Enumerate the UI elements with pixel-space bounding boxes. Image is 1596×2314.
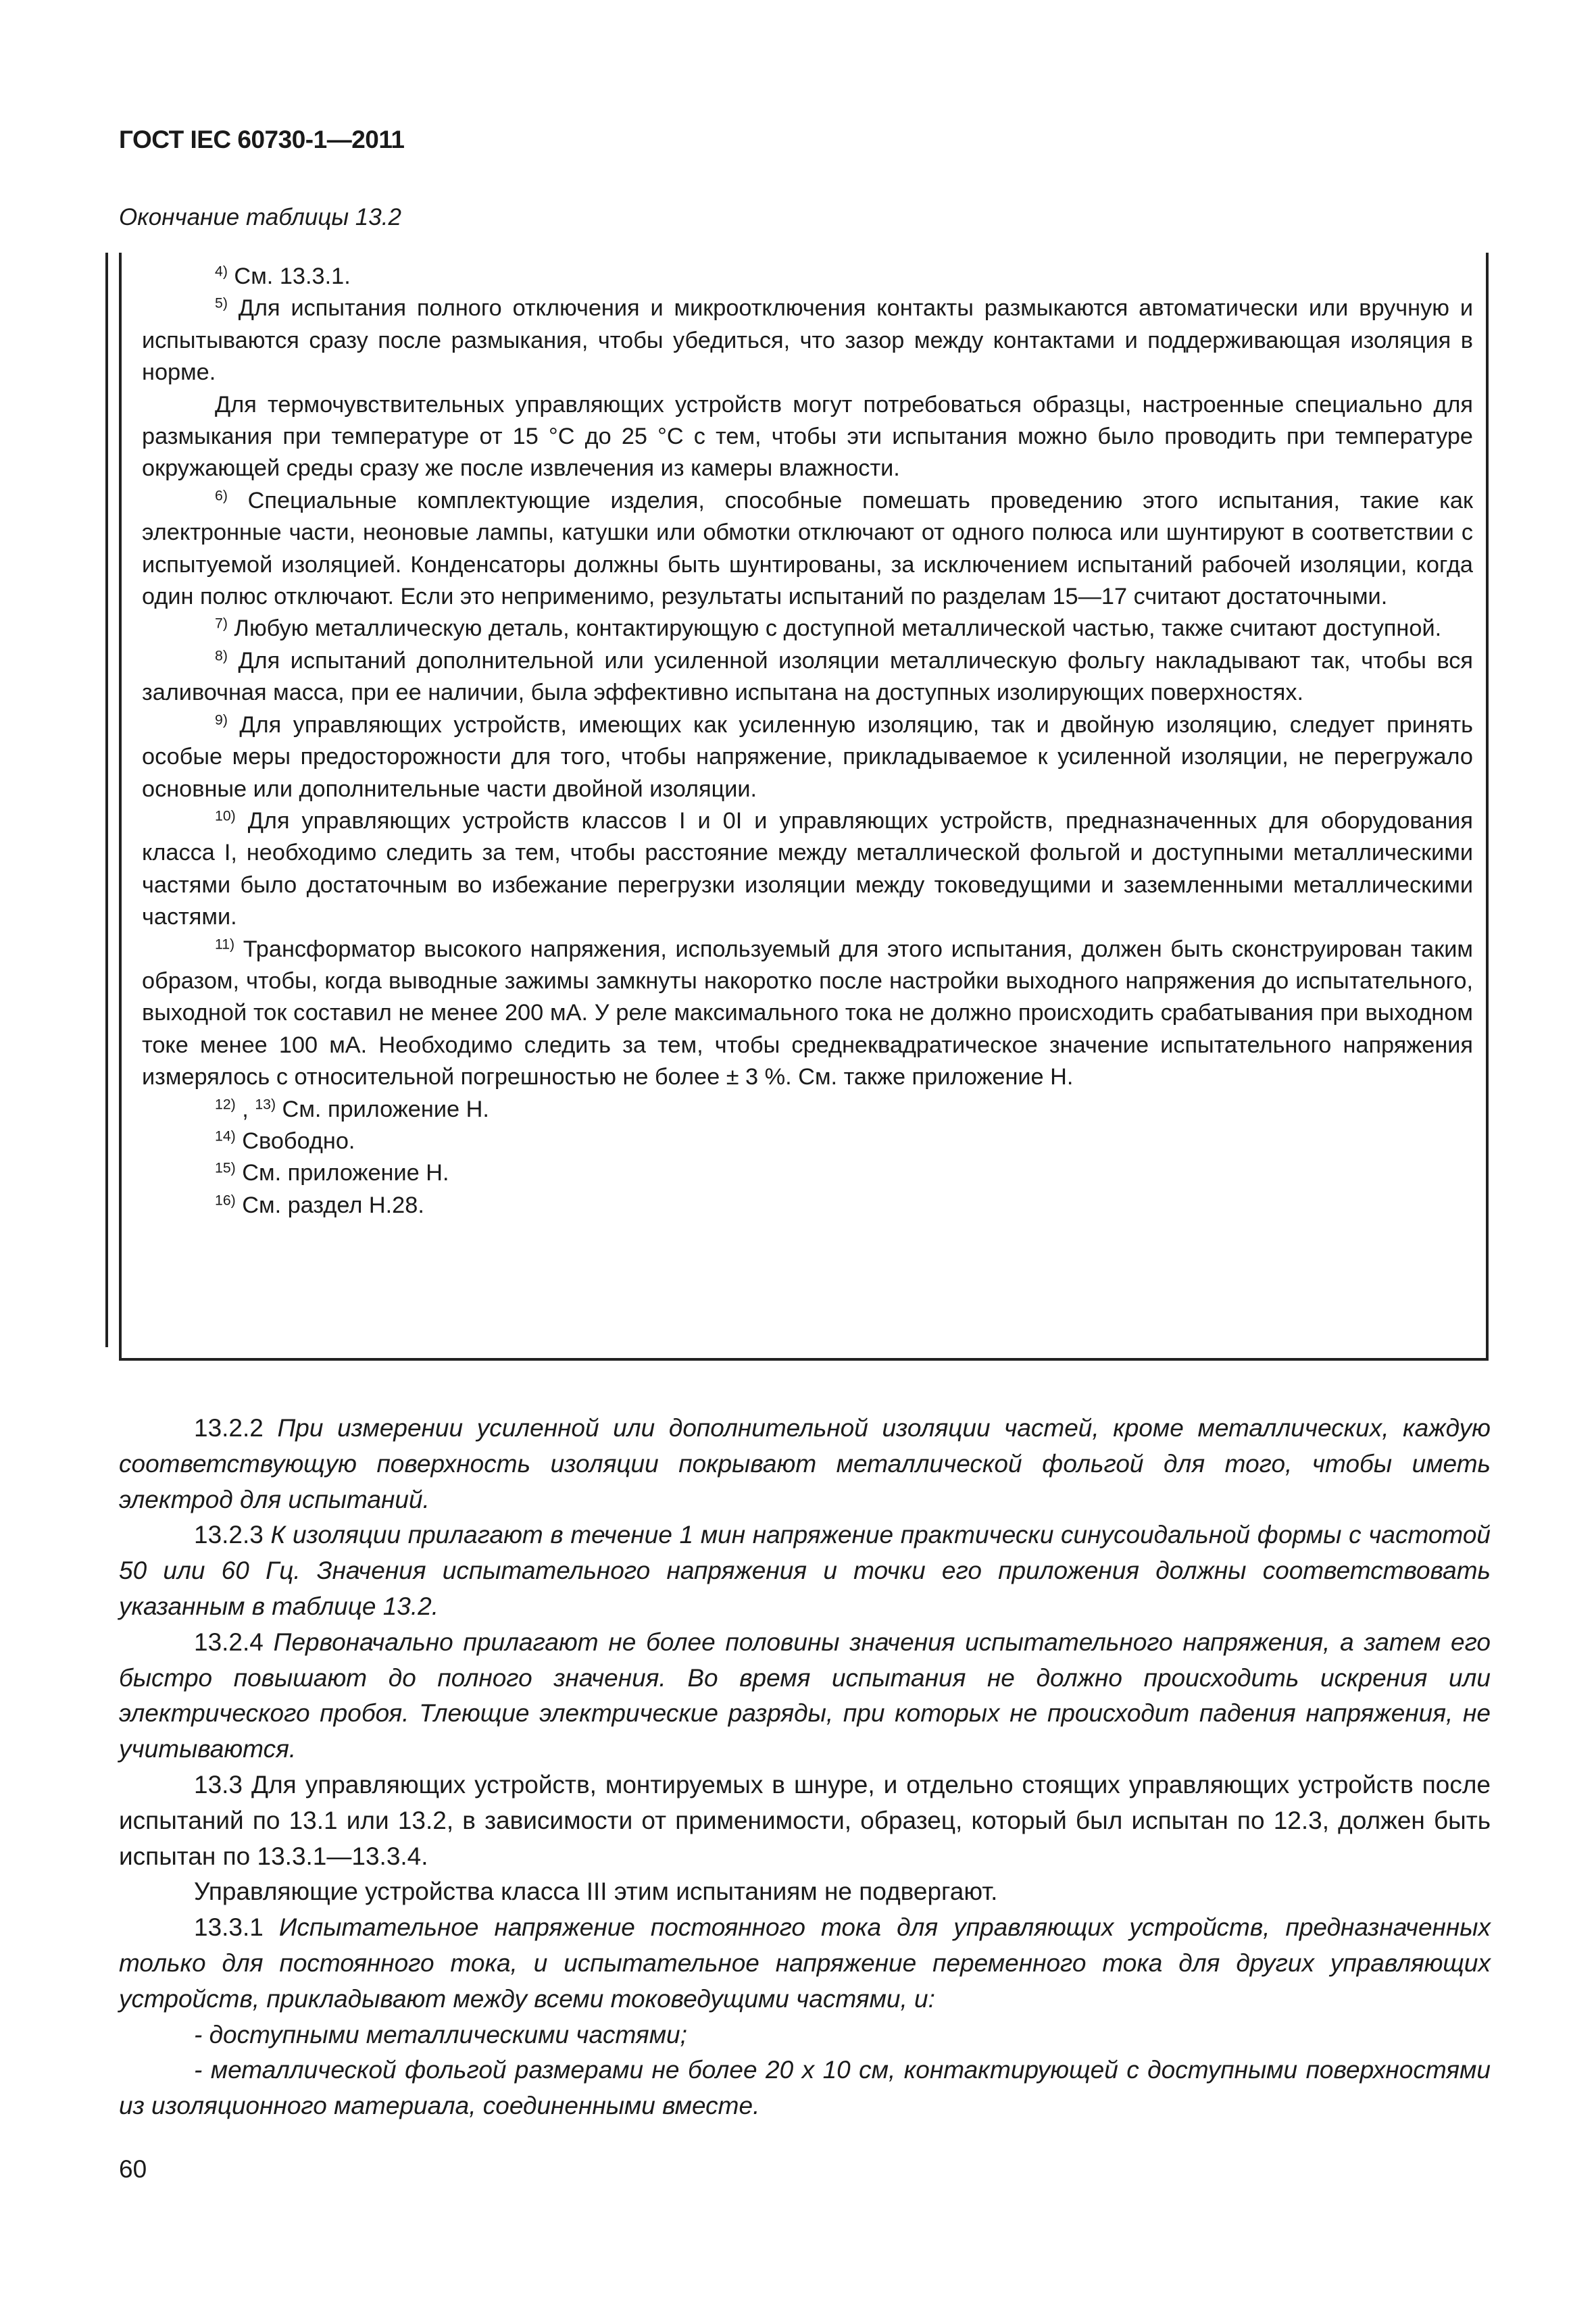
clause-13-3-1: 13.3.1 Испытательное напряжение постоянного тока для управляющих устройств, предназначенных только для постоянного тока, и испытательное напряжение переменного тока для других управляющих устройств, прикладывают между всеми токоведущими частями, и: bbox=[119, 1913, 1491, 2013]
document-header: ГОСТ IEC 60730-1—2011 bbox=[119, 126, 405, 153]
footnote-14: $^{14)}$ Свободно. bbox=[215, 1128, 355, 1154]
footnote-9: $^{9)}$ Для управляющих устройств, имеющих как усиленную изоляцию, так и двойную изоляцию, следует принять особые меры предосторожности для того, чтобы напряжение, прикладываемое к усиленной изоляции, не перегружало основные или дополнительные части двойной изоляции. bbox=[142, 711, 1473, 802]
footnote-12-13: $^{12)}$ , $^{13)}$ См. приложение Н. bbox=[215, 1095, 489, 1122]
clause-13-3-1-item-2: - металлической фольгой размерами не более 20 х 10 см, контактирующей с доступными поверхностями из изоляционного материала, соединенными вместе. bbox=[119, 2056, 1491, 2120]
clause-13-3-note: Управляющие устройства класса III этим испытаниям не подвергают. bbox=[194, 1878, 998, 1906]
body-text bbox=[119, 1411, 1491, 2124]
footnote-5-continued: Для термочувствительных управляющих устройств могут потребоваться образцы, настроенные специально для размыкания при температуре от 15 °С до 25 °С с тем, чтобы эти испытания можно было проводить при температуре окружающей среды сразу же после извлечения из камеры влажности. bbox=[142, 391, 1473, 482]
clause-13-3: 13.3 Для управляющих устройств, монтируемых в шнуре, и отдельно стоящих управляющих устройств после испытаний по 13.1 или 13.2, в зависимости от применимости, образец, который был испытан по 12.3, должен быть испытан по 13.3.1—13.3.4. bbox=[119, 1770, 1491, 1870]
table-caption: Окончание таблицы 13.2 bbox=[119, 204, 401, 230]
table-border-left-outer bbox=[105, 253, 108, 1347]
footnote-11: $^{11)}$ Трансформатор высокого напряжения, используемый для этого испытания, должен быть сконструирован таким образом, чтобы, когда выводные зажимы замкнуты накоротко после настройки выходного напряжения до испытательного, выходной ток составил не менее 200 мА. У реле максимального тока не должно происходить срабатывания при выходном токе менее 100 мА. Необходимо следить за тем, чтобы среднеквадратическое значение испытательного напряжения измерялось с относительной погрешностью не более ± 3 %. См. также приложение Н. bbox=[142, 935, 1473, 1090]
clause-13-2-4: 13.2.4 Первоначально прилагают не более половины значения испытательного напряжения, а затем его быстро повышают до полного значения. Во время испытания не должно происходить искрения или электрического пробоя. Тлеющие электрические разряды, при которых не происходит падения напряжения, не учитываются. bbox=[119, 1628, 1491, 1763]
footnote-4: $^{4)}$ См. 13.3.1. bbox=[215, 263, 351, 289]
clause-13-2-2: 13.2.2 При измерении усиленной или дополнительной изоляции частей, кроме металлических, каждую соответствующую поверхность изоляции покрывают металлической фольгой для того, чтобы иметь электрод для испытаний. bbox=[119, 1414, 1491, 1513]
footnote-5: $^{5)}$ Для испытания полного отключения и микроотключения контакты размыкаются автоматически или вручную и испытываются сразу после размыкания, чтобы убедиться, что зазор между контактами и поддерживающая изоляция в норме. bbox=[142, 295, 1473, 386]
clause-13-3-1-item-1: - доступными металлическими частями; bbox=[194, 2020, 687, 2048]
footnote-6: $^{6)}$ Специальные комплектующие изделия, способные помешать проведению этого испытания, такие как электронные части, неоновые лампы, катушки или обмотки отключают от одного полюса или шунтируют в соответствии с испытуемой изоляцией. Конденсаторы должны быть шунтированы, за исключением испытаний рабочей изоляции, когда один полюс отключают. Если это неприменимо, результаты испытаний по разделам 15—17 считают достаточными. bbox=[142, 487, 1473, 610]
page-number: 60 bbox=[119, 2155, 147, 2183]
footnote-10: $^{10)}$ Для управляющих устройств классов I и 0I и управляющих устройств, предназначенных для оборудования класса I, необходимо следить за тем, чтобы расстояние между металлической фольгой и доступными металлическими частями было достаточным во избежание перегрузки изоляции между токоведущими и заземленными металлическими частями. bbox=[142, 807, 1473, 930]
footnote-8: $^{8)}$ Для испытаний дополнительной или усиленной изоляции металлическую фольгу накладывают так, чтобы вся заливочная масса, при ее наличии, была эффективно испытана на доступных изолирующих поверхностях. bbox=[142, 647, 1473, 706]
clause-13-2-3: 13.2.3 К изоляции прилагают в течение 1 мин напряжение практически синусоидальной формы с частотой 50 или 60 Гц. Значения испытательного напряжения и точки его приложения должны соответствовать указанным в таблице 13.2. bbox=[119, 1521, 1491, 1620]
footnote-16: $^{16)}$ См. раздел Н.28. bbox=[215, 1192, 424, 1218]
footnote-7: $^{7)}$ Любую металлическую деталь, контактирующую с доступной металлической частью, также считают доступной. bbox=[215, 615, 1442, 642]
table-footnotes bbox=[142, 261, 1473, 1222]
footnote-15: $^{15)}$ См. приложение Н. bbox=[215, 1159, 449, 1186]
